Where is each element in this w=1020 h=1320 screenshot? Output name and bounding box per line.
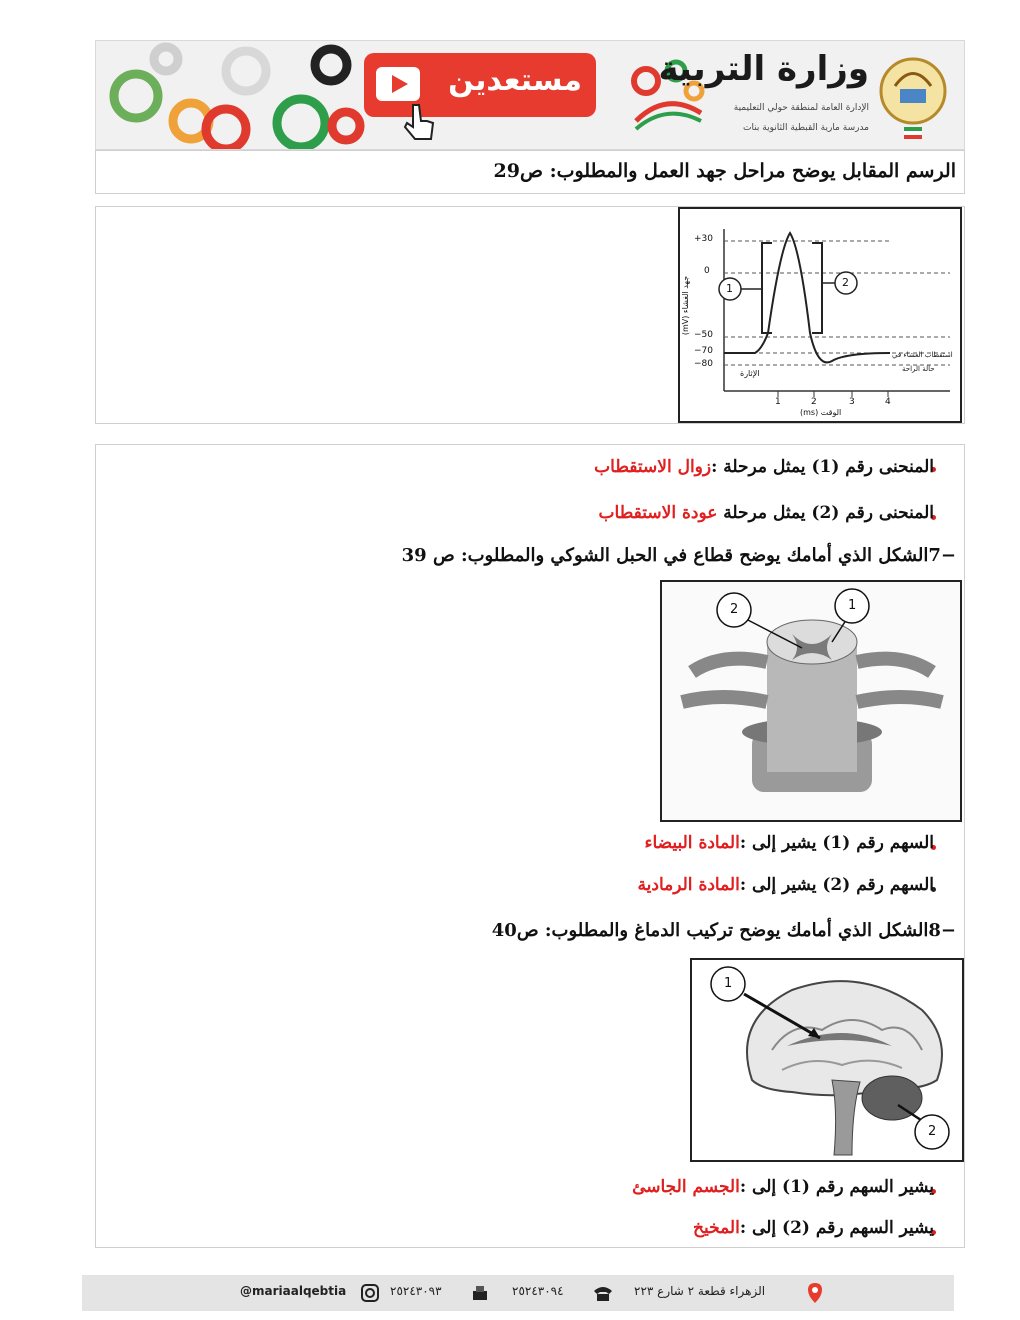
gears-decoration-icon	[96, 41, 366, 149]
ministry-subtitle: الإدارة العامة لمنطقة حولي التعليمية	[733, 103, 869, 113]
q7-answer-1: السهم رقم (1) يشير إلى :المادة البيضاء	[644, 833, 934, 853]
address: الزهراء قطعة ٢ شارع ٢٢٣	[634, 1284, 766, 1298]
question-6-text: الرسم المقابل يوضح مراحل جهد العمل والمطلوب: ص29	[493, 160, 956, 182]
pointer-hand-icon	[401, 101, 441, 145]
brand-button[interactable]	[364, 53, 596, 117]
footer-bar	[82, 1275, 954, 1311]
circle-1-label: 1	[848, 598, 857, 613]
fax-number: ٢٥٢٤٣٠٩٣	[390, 1284, 442, 1298]
phone-number: ٢٥٢٤٣٠٩٤	[512, 1284, 564, 1298]
circle-2-label: 2	[928, 1124, 937, 1139]
location-pin-icon	[806, 1281, 824, 1305]
x-tick-label: 3	[849, 397, 855, 407]
question-8-text: −8الشكل الذي أمامك يوضح تركيب الدماغ والمطلوب: ص40	[491, 920, 956, 941]
instagram-icon	[360, 1283, 380, 1303]
header-banner	[95, 40, 965, 150]
question-7-text: −7الشكل الذي أمامك يوضح قطاع في الحبل الشوكي والمطلوب: ص 39	[401, 545, 956, 566]
instagram-handle[interactable]: @mariaalqebtia	[240, 1284, 347, 1298]
action-potential-figure	[678, 207, 962, 423]
y-tick-label: +30	[694, 234, 713, 244]
q8-answer-1: يشير السهم رقم (1) إلى :الجسم الجاسئ	[632, 1177, 934, 1197]
x-tick-label: 1	[775, 397, 781, 407]
y-tick-label: −80	[694, 359, 713, 369]
stimulus-label: الإثارة	[740, 369, 760, 378]
rest-label: استقطاب الغشاء في	[892, 351, 953, 359]
brand-label: مستعدين	[448, 63, 582, 98]
y-tick-label: −70	[694, 346, 713, 356]
q8-answer-2: يشير السهم رقم (2) إلى :المخيخ	[693, 1218, 934, 1238]
phone-icon	[592, 1283, 614, 1303]
spinal-cord-diagram	[662, 582, 960, 820]
brain-figure	[690, 958, 964, 1162]
q7-answer-2: السهم رقم (2) يشير إلى :المادة الرمادية	[637, 875, 934, 895]
y-tick-label: 0	[704, 266, 710, 276]
rest-label: حالة الراحة	[902, 365, 935, 373]
circle-2-label: 2	[730, 602, 739, 617]
ministry-title: وزارة التربية	[658, 49, 869, 89]
y-axis-title: جهد الغشاء (mV)	[681, 275, 691, 336]
y-tick-label: −50	[694, 330, 713, 340]
question-6-header	[95, 150, 965, 194]
x-tick-label: 2	[811, 397, 817, 407]
x-axis-title: الوقت (ms)	[800, 408, 842, 417]
fax-icon	[470, 1283, 490, 1303]
action-potential-graph	[680, 209, 960, 421]
circle-1-label: 1	[726, 282, 733, 295]
circle-2-label: 2	[842, 276, 849, 289]
school-name: مدرسة مارية القبطية الثانوية بنات	[743, 123, 869, 133]
q6-answer-2: المنحنى رقم (2) يمثل مرحلة عودة الاستقطاب	[598, 503, 934, 523]
kuwait-emblem-icon	[870, 51, 956, 141]
circle-1-label: 1	[724, 976, 733, 991]
brain-diagram	[692, 960, 962, 1160]
q6-answer-1: المنحنى رقم (1) يمثل مرحلة :زوال الاستقطاب	[594, 457, 934, 477]
spinal-cord-figure	[660, 580, 962, 822]
play-icon	[376, 67, 420, 101]
x-tick-label: 4	[885, 397, 891, 407]
